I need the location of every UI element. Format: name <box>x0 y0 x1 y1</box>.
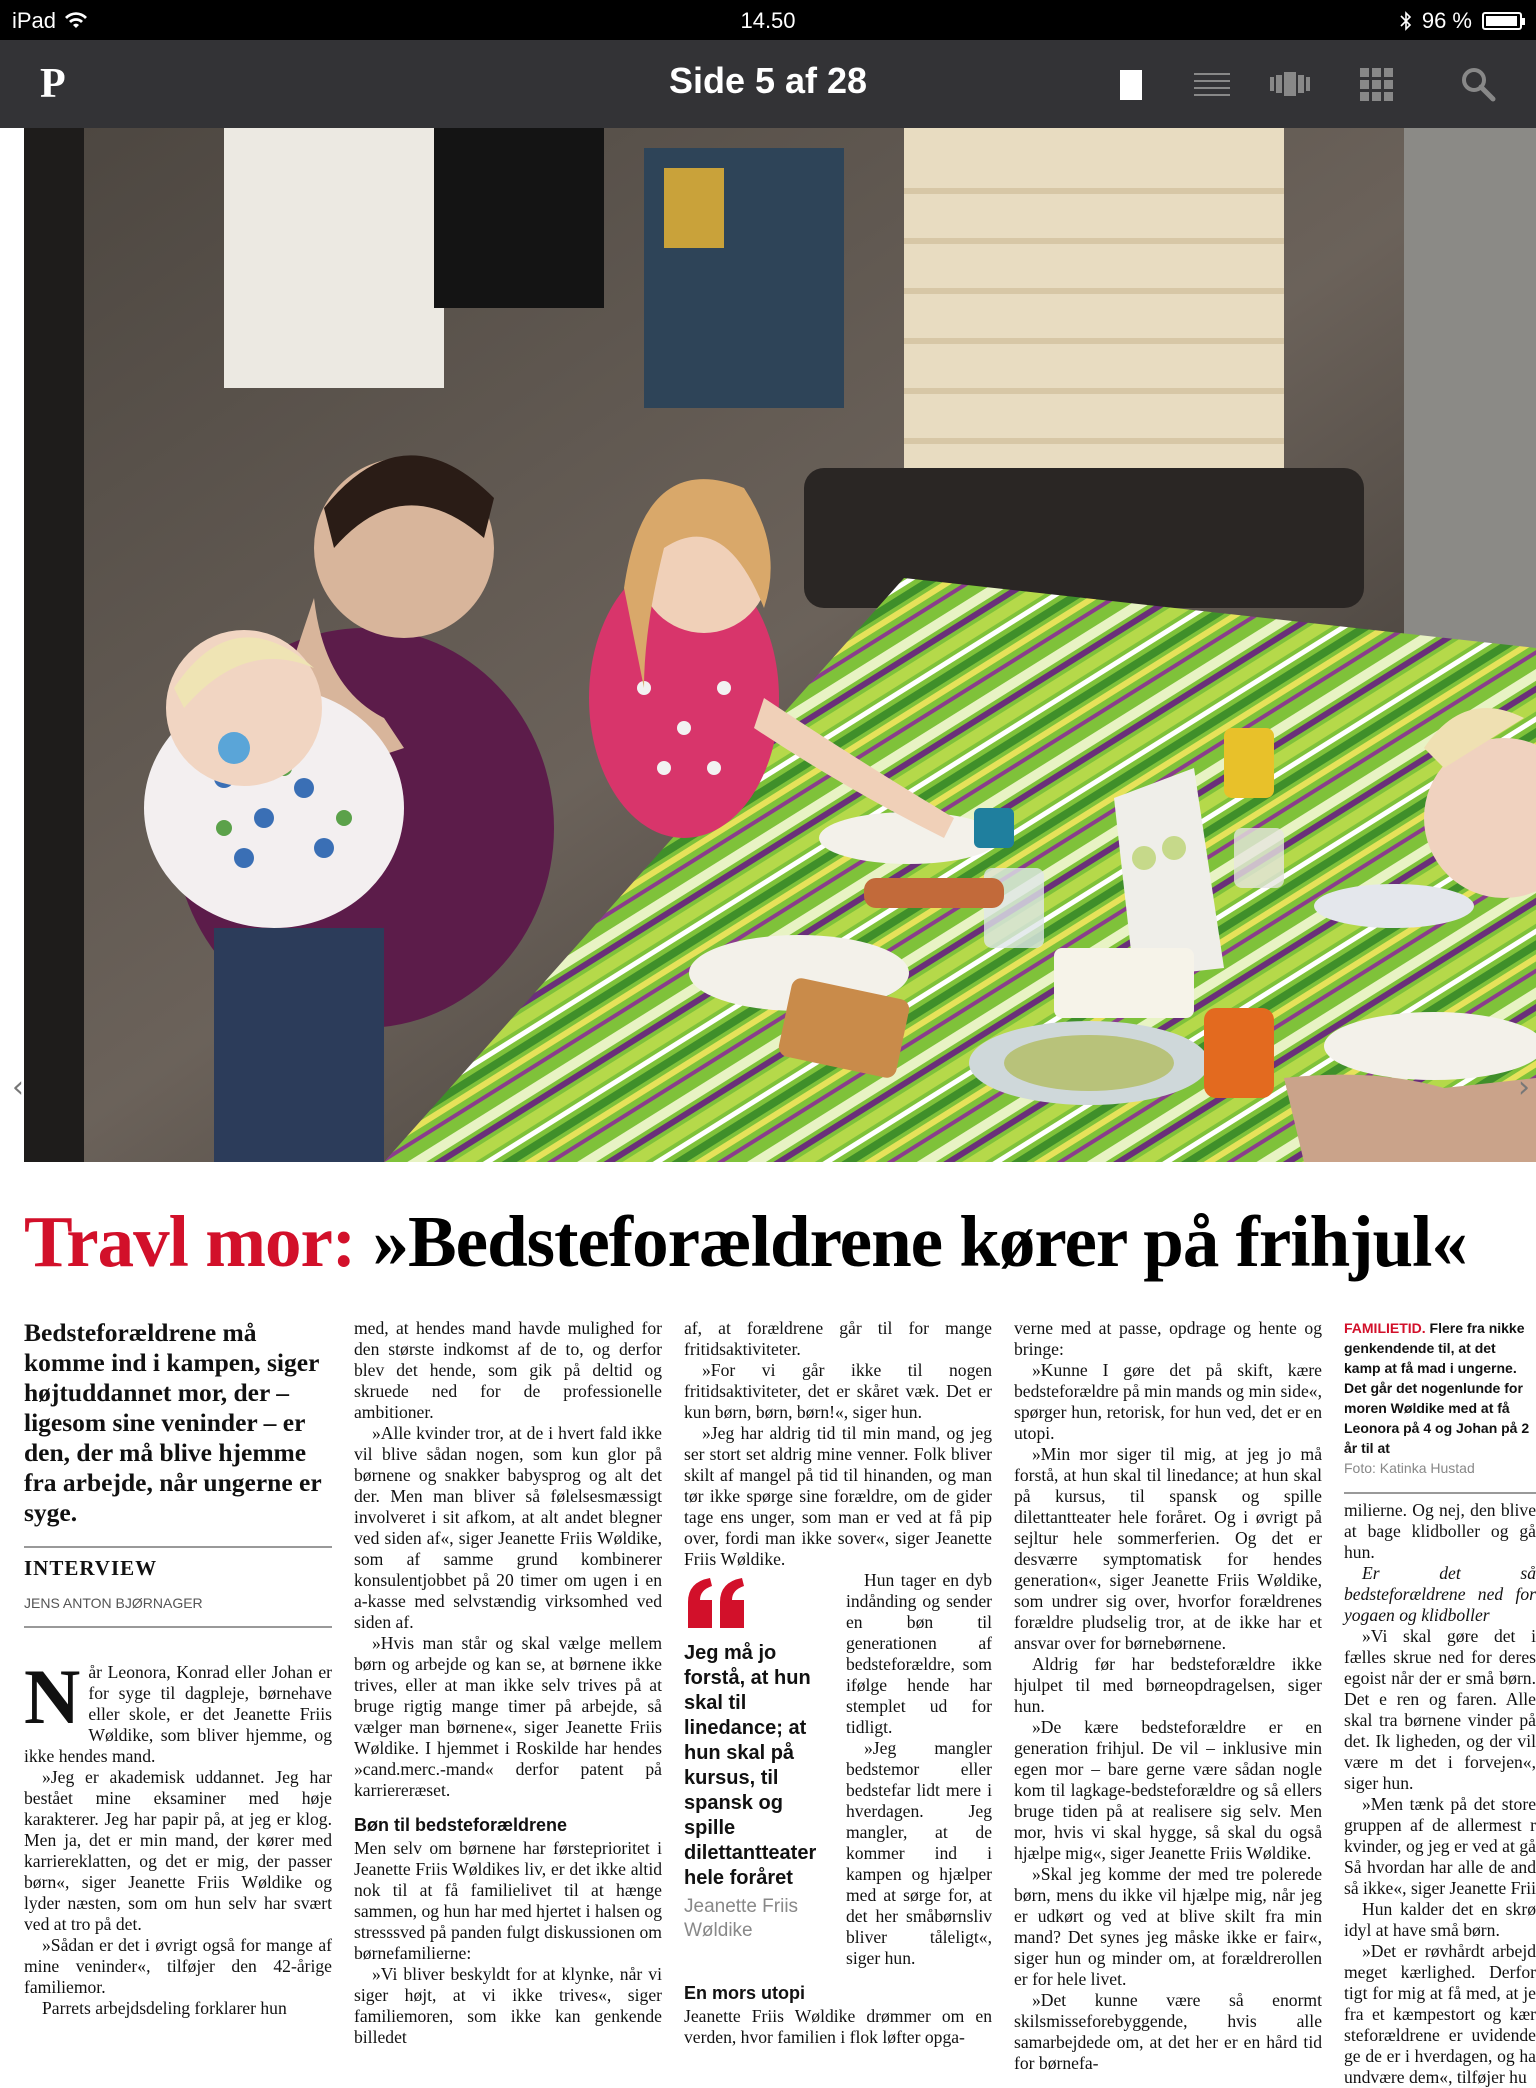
paragraph: Men selv om børnene har førsteprioritet i Jeanette Friis Wøldikes liv, er det ikke altid nok til at få familielivet til at hænge sammen, og hun har med hjertet i halsen og stresssved på panden fulgt diskussionen om børnefamilierne: <box>354 1838 662 1963</box>
paragraph: »Men tænk på det store gruppen af de allermest r kvinder, og jeg er ved at gå Så hvordan har alle de and så ikke«, siger Jeanette Frii <box>1344 1794 1536 1898</box>
divider <box>1344 1492 1536 1494</box>
paragraph: Hun kalder det en skrø idyl at have små børn. <box>1344 1899 1536 1940</box>
list-view-icon[interactable] <box>1192 64 1232 104</box>
pull-quote <box>684 1576 834 1943</box>
paragraph: »Hvis man står og skal vælge mellem børn og arbejde og kan se, at børnene ikke trives, eller at man ikke selv trives på at bruge rigtig mange timer på arbejde, så vælger man børnene«, siger Jeanette Friis Wøldike. I hjemmet i Roskilde har hendes »cand.merc.-mand« derfor patent på karriereræset. <box>354 1633 662 1800</box>
paragraph: »Jeg har aldrig tid til min mand, og jeg ser stort set aldrig mine venner. Folk bliver skilt af mangel på tid til hinanden, og man tør ikke spørge sine forældre, om de gider tage ens unger, som man er ved at få pip over, fordi man ikke sover«, siger Jeanette Friis Wøldike. <box>684 1423 992 1569</box>
reader-toolbar <box>0 40 1536 128</box>
divider <box>24 1546 332 1548</box>
paragraph: »De kære bedsteforældre er en generation frihjul. De vil – inklusive min egen mor – bare gerne være sådan nogle kom til lagkage-bedsteforældre og så ellers bruge tiden på at realisere sig selv. Men mor, hvis vi skal hygge, så skal du også hjælpe mig«, siger Jeanette Friis Wøldike. <box>1014 1717 1322 1863</box>
paragraph: »Skal jeg komme der med tre polerede børn, mens du ikke vil hjælpe mig, når jeg er udkørt og ved at blive skilt fra min mand? Det synes jeg måske ikke er fair«, siger hun og minder om, at forældrerollen er for hele livet. <box>1014 1864 1322 1989</box>
quote-mark-icon <box>684 1576 748 1628</box>
photo-credit: Foto: Katinka Hustad <box>1344 1460 1475 1476</box>
paragraph: »Jeg mangler bedstemor eller bedstefar lidt mere i hverdagen. Jeg mangler, at de kommer ind i kampen og hjælper med at sørge for, at det her småbørnsliv bliver tåleligt«, siger hun. <box>846 1738 992 1968</box>
article-photo[interactable] <box>24 128 1536 1162</box>
paragraph: år Leonora, Konrad eller Johan er for syge til dagpleje, børnehave eller skole, er det Jeanette Friis Wøldike, som bliver hjemme, og ikke hendes mand. <box>24 1662 332 1766</box>
family-dinner-photo <box>24 128 1536 1162</box>
subheading: En mors utopi <box>684 1983 805 2003</box>
status-bar <box>0 0 1536 40</box>
caption-label: FAMILIETID. <box>1344 1320 1426 1336</box>
search-icon[interactable] <box>1458 64 1498 104</box>
column-4 <box>1014 1318 1322 2073</box>
previous-page-arrow[interactable]: ‹ <box>12 1070 24 1105</box>
paragraph: »Alle kvinder tror, at de i hvert fald ikke vil blive sådan nogen, som kun glor på børnene og snakker babysprog og alt det der. Men man bliver så følelsesmæssigt involveret i sit afkom, at alt andet blegner ved siden af«, siger Jeanette Friis Wøldike, som af samme grund kombinerer konsulentjobbet på 20 timer om ugen i en a-kasse med selvstændig virksomhed ved siden af. <box>354 1423 662 1632</box>
paragraph: Jeanette Friis Wøldike drømmer om en verden, hvor familien i flok løfter opga- <box>684 2006 992 2047</box>
next-page-arrow[interactable]: › <box>1518 1070 1530 1105</box>
pull-quote-author: Jeanette Friis Wøldike <box>684 1896 799 1941</box>
paragraph: med, at hendes mand havde mulighed for den største indkomst af de to, og derfor blev det hende, som gik på deltid og skruede ned for de professionelle ambitioner. <box>354 1318 662 1422</box>
battery-icon <box>1482 12 1522 30</box>
caption-text: Flere fra nikke genkendende til, at det kamp at få mad i ungerne. Det går det nogenlunde for moren Wøldike med at få Leonora på 4 og Johan på 2 år til at <box>1344 1320 1530 1456</box>
grid-view-icon[interactable] <box>1356 64 1396 104</box>
article-intro: Bedsteforældrene må komme ind i kampen, siger højtuddannet mor, der – ligesom sine veninder – er den, der må blive hjemme fra arbejde, når ungerne er syge. <box>24 1318 322 1527</box>
section-label: INTERVIEW <box>24 1556 158 1580</box>
paragraph: »Kunne I gøre det på skift, kære bedsteforældre på min mands og min side«, spørger hun, retorisk, for hun ved, det er en utopi. <box>1014 1360 1322 1443</box>
divider <box>24 1626 332 1628</box>
status-right <box>1400 8 1522 34</box>
single-page-icon[interactable] <box>1110 64 1150 104</box>
subheading: Bøn til bedsteforældrene <box>354 1815 568 1835</box>
paragraph: Parrets arbejdsdeling forklarer hun <box>42 1998 287 2018</box>
headline-main: »Bedsteforældrene kører på frihjul« <box>355 1201 1467 1282</box>
byline: JENS ANTON BJØRNAGER <box>24 1595 203 1611</box>
carousel-view-icon[interactable] <box>1270 64 1310 104</box>
column-1 <box>24 1318 332 2048</box>
status-time: 14.50 <box>740 8 796 33</box>
photo-caption <box>1344 1318 1536 1478</box>
article-headline <box>24 1200 1524 1284</box>
bluetooth-icon <box>1400 11 1412 31</box>
paragraph: »Jeg er akademisk uddannet. Jeg har bestået mine eksaminer med høje karakterer. Jeg har papir på, at jeg er klog. Men ja, det er min mand, der kører med karriereklatten, og det er mig, der passer børn«, siger Jeanette Friis Wøldike og lyder næsten, som om hun selv har svært ved at tro på det. <box>24 1767 332 1934</box>
app-logo[interactable]: P <box>40 61 66 107</box>
paragraph: Hun tager en dyb indånding og sender en bøn til generationen af bedsteforældre, som ifølge hende har stemplet ud for tidligt. <box>846 1570 992 1737</box>
column-2 <box>354 1318 662 2048</box>
column-5 <box>1344 1318 1536 2087</box>
headline-kicker: Travl mor: <box>24 1201 356 1282</box>
paragraph: »Sådan er det i øvrigt også for mange af mine veninder«, tilføjer den 42-årige familiemor. <box>24 1935 332 1997</box>
paragraph: »Det er røvhårdt arbejd meget kærlighed. Derfor tigt for mig at få med, at je fra et kæmpestort og kær steforældrene er uvidende ge de er i hverdagen, og ha undværе dem«, tilføjer hu <box>1344 1941 1536 2087</box>
column-3 <box>684 1318 992 2048</box>
pull-quote-text: Jeg må jo forstå, at hun skal til linedance; at hun skal på kursus, til spansk og spille dilettantteater hele foråret <box>684 1642 817 1889</box>
paragraph: verne med at passe, opdrage og hente og bringe: <box>1014 1318 1322 1359</box>
paragraph: »For vi går ikke til nogen fritidsaktiviteter, det er skåret væk. Det er kun børn, børn, børn!«, siger hun. <box>684 1360 992 1422</box>
paragraph: milierne. Og nej, den blive at bage klidboller og gå hun. <box>1344 1500 1536 1562</box>
paragraph: »Det kunne være så enormt skilsmisseforebyggende, hvis alle samarbejdede om, at det her er en hård tid for børnefa- <box>1014 1990 1322 2073</box>
page-indicator: Side 5 af 28 <box>668 60 868 101</box>
paragraph: »Vi skal gøre det i fælles skrue ned for deres egoist når der er små børn. Det e ren og faren. Alle skal tra børnene vinder på det. Ik ligheden, og der vil være m det i forvejen«, siger hun. <box>1344 1626 1536 1793</box>
drop-cap: N <box>24 1653 81 1740</box>
italic-question: Er det så bedsteforældrene ned for yogaen og klidboller <box>1344 1563 1536 1625</box>
device-name: iPad <box>12 8 57 33</box>
paragraph: af, at forældrene går til for mange fritidsaktiviteter. <box>684 1318 992 1359</box>
paragraph: »Vi bliver beskyldt for at klynke, når vi siger højt, at vi ikke trives«, siger familiemoren, som ikke kan genkende billedet <box>354 1964 662 2047</box>
paragraph: »Min mor siger til mig, at jeg jo må forstå, at hun skal til linedance; at hun skal på kursus, til spansk og spille dilettantteater hele foråret. Og i øvrigt på sejltur hele sommerferien. Og det er desværre symptomatisk for hendes generation«, siger Jeanette Friis Wøldike, som undrer sig over, hvorfor forældrenes forældre pludselig tror, at de ikke har et ansvar over for børnebørnene. <box>1014 1444 1322 1653</box>
battery-percent: 96 % <box>1421 8 1472 33</box>
paragraph: Aldrig før har bedsteforældre ikke hjulpet til med børneopdragelsen, siger hun. <box>1014 1654 1322 1716</box>
